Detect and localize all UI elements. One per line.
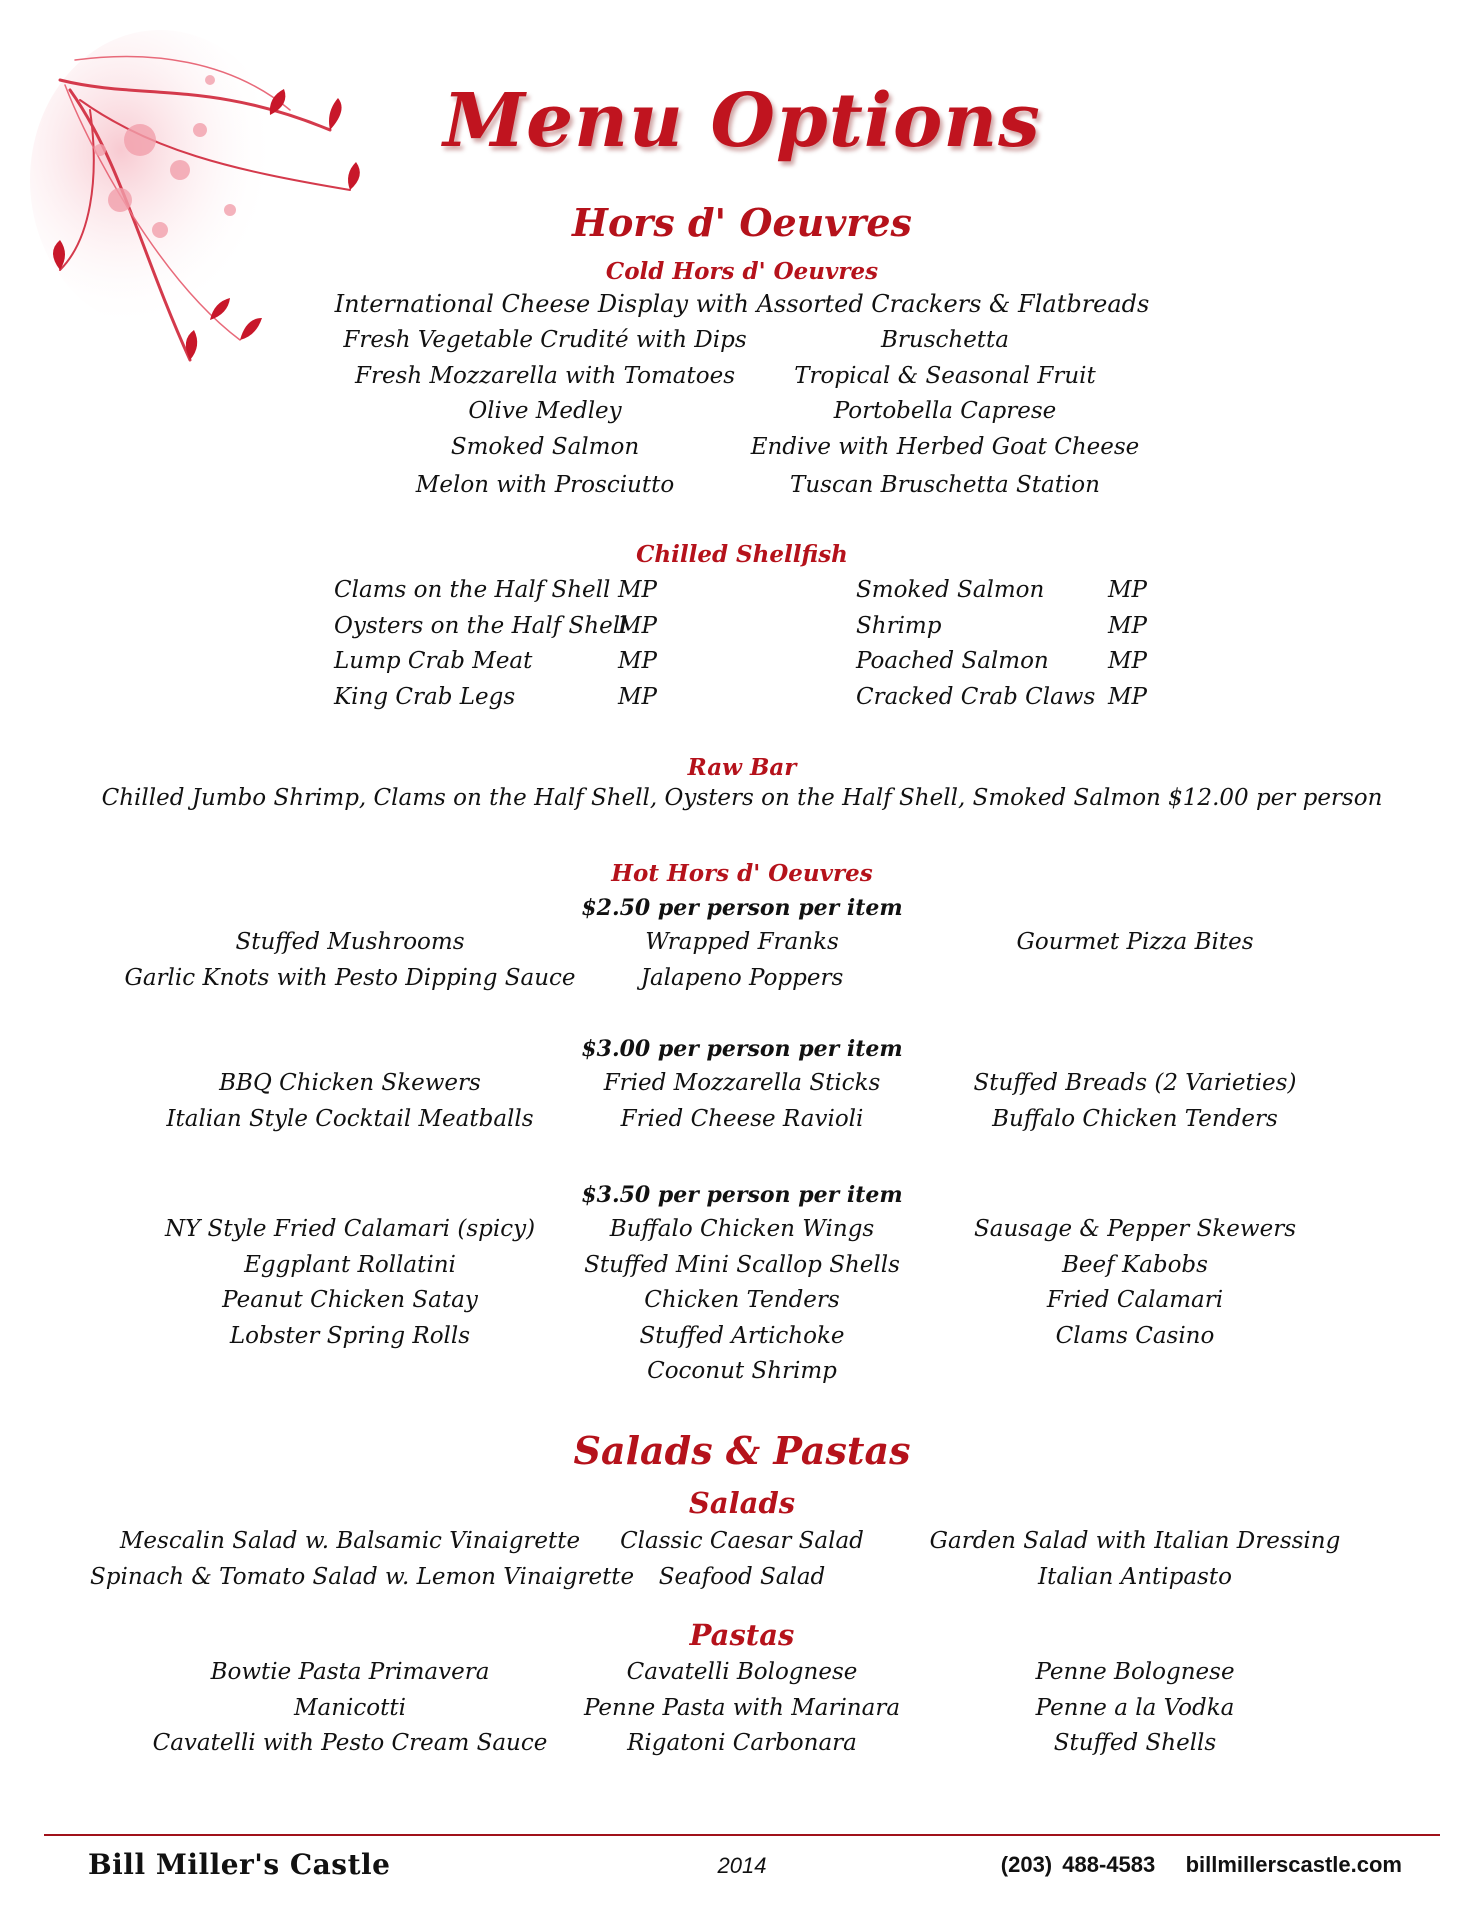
cold-list-left	[335, 323, 755, 504]
list-item: Spinach & Tomato Salad w. Lemon Vinaigrette	[90, 1563, 635, 1590]
list-item: Gourmet Pizza Bites	[1016, 929, 1254, 955]
list-item: Melon with Prosciutto	[415, 472, 675, 498]
list-item: Fried Cheese Ravioli	[620, 1105, 864, 1132]
list-item: Stuffed Artichoke	[639, 1322, 845, 1349]
price-label: MP	[618, 612, 658, 639]
list-item: Shrimp	[856, 612, 942, 639]
shellfish-names-right	[856, 573, 1116, 715]
subheading-salads: Salads	[688, 1486, 796, 1520]
list-item: Cracked Crab Claws	[856, 683, 1096, 710]
list-item: Buffalo Chicken Tenders	[992, 1105, 1278, 1132]
list-item: Lobster Spring Rolls	[229, 1322, 471, 1349]
list-item: Classic Caesar Salad	[620, 1528, 864, 1554]
price-label: MP	[1108, 612, 1148, 639]
hot-tier1-col1	[110, 925, 590, 996]
list-item: Stuffed Breads (2 Varieties)	[973, 1070, 1297, 1096]
subheading-hot-hors-doeuvres: Hot Hors d' Oeuvres	[611, 860, 873, 887]
list-item: Oysters on the Half Shell	[334, 612, 628, 639]
list-item: Clams on the Half Shell	[334, 577, 611, 603]
footer-divider	[44, 1834, 1440, 1836]
list-item: Jalapeno Poppers	[640, 964, 844, 991]
footer-website-link[interactable]: billmillerscastle.com	[1185, 1852, 1402, 1877]
subheading-raw-bar: Raw Bar	[687, 754, 797, 781]
pastas-col2	[542, 1655, 942, 1762]
list-item: Stuffed Shells	[1053, 1730, 1217, 1756]
tier-price-label: $3.00 per person per item	[581, 1036, 903, 1062]
list-item: Penne Pasta with Marinara	[583, 1694, 901, 1721]
list-item: Smoked Salmon	[450, 433, 640, 460]
list-item: Portobella Caprese	[833, 398, 1057, 424]
list-item: Penne a la Vodka	[1035, 1694, 1235, 1721]
pastas-col3	[935, 1655, 1335, 1762]
pastas-col1	[110, 1655, 590, 1762]
subheading-pastas: Pastas	[689, 1618, 795, 1652]
list-item: Rigatoni Carbonara	[627, 1730, 857, 1756]
hot-tier1-col3	[935, 925, 1335, 961]
list-item: Eggplant Rollatini	[244, 1251, 456, 1278]
list-item: Garden Salad with Italian Dressing	[929, 1528, 1341, 1554]
footer-contact	[1001, 1852, 1402, 1878]
footer-year: 2014	[717, 1853, 767, 1878]
tier-price-label: $2.50 per person per item	[581, 895, 903, 921]
list-item: Smoked Salmon	[856, 577, 1045, 603]
hot-tier3-col3	[935, 1212, 1335, 1354]
list-item: Cavatelli with Pesto Cream Sauce	[152, 1730, 548, 1756]
hot-tier2-col3	[935, 1066, 1335, 1137]
list-item: King Crab Legs	[334, 683, 516, 710]
shellfish-prices-right	[1108, 573, 1168, 715]
list-item: Italian Style Cocktail Meatballs	[166, 1105, 534, 1132]
footer-venue-name: Bill Miller's Castle	[88, 1848, 391, 1881]
list-item: Clams Casino	[1055, 1322, 1215, 1349]
list-item: Cavatelli Bolognese	[626, 1659, 858, 1685]
list-item: Manicotti	[293, 1694, 406, 1721]
hot-tier3-col2	[542, 1212, 942, 1390]
list-item: Olive Medley	[468, 398, 622, 424]
price-label: MP	[1108, 577, 1148, 603]
hot-tier3-col1	[110, 1212, 590, 1354]
list-item: Bruschetta	[880, 327, 1010, 353]
page-title: Menu Options	[443, 78, 1041, 164]
hot-tier2-col1	[110, 1066, 590, 1137]
list-item: Bowtie Pasta Primavera	[210, 1659, 490, 1685]
list-item: Mescalin Salad w. Balsamic Vinaigrette	[119, 1528, 581, 1554]
featured-item-cheese-display: International Cheese Display with Assorted Crackers & Flatbreads	[334, 290, 1150, 318]
salads-col3	[915, 1524, 1355, 1595]
list-item: NY Style Fried Calamari (spicy)	[164, 1216, 536, 1242]
list-item: Italian Antipasto	[1038, 1563, 1232, 1590]
list-item: Buffalo Chicken Wings	[609, 1216, 875, 1242]
tier-price-label: $3.50 per person per item	[581, 1182, 903, 1208]
list-item: Endive with Herbed Goat Cheese	[750, 433, 1140, 460]
hot-tier1-col2	[542, 925, 942, 996]
list-item: Wrapped Franks	[645, 929, 839, 955]
list-item: Fried Calamari	[1046, 1287, 1224, 1313]
list-item: Coconut Shrimp	[647, 1358, 837, 1384]
hot-tier2-col2	[542, 1066, 942, 1137]
list-item: BBQ Chicken Skewers	[219, 1070, 481, 1096]
list-item: Stuffed Mushrooms	[235, 929, 465, 955]
list-item: Garlic Knots with Pesto Dipping Sauce	[124, 964, 576, 991]
price-label: MP	[1108, 648, 1148, 674]
subheading-chilled-shellfish: Chilled Shellfish	[636, 541, 848, 568]
footer-phone: (203) 488-4583	[1000, 1852, 1156, 1877]
list-item: Fresh Vegetable Crudité with Dips	[343, 327, 747, 353]
list-item: Lump Crab Meat	[334, 648, 533, 674]
price-label: MP	[1108, 683, 1148, 710]
price-label: MP	[618, 577, 658, 603]
list-item: Poached Salmon	[856, 648, 1049, 674]
section-heading-hors-doeuvres: Hors d' Oeuvres	[572, 200, 912, 245]
list-item: Seafood Salad	[658, 1563, 826, 1590]
list-item: Fresh Mozzarella with Tomatoes	[354, 362, 736, 389]
shellfish-names-left	[334, 573, 628, 715]
list-item: Tropical & Seasonal Fruit	[794, 362, 1096, 389]
price-label: MP	[618, 683, 658, 710]
list-item: Tuscan Bruschetta Station	[790, 472, 1100, 498]
list-item: Peanut Chicken Satay	[222, 1287, 478, 1313]
salads-col2	[542, 1524, 942, 1595]
subheading-cold-hors-doeuvres: Cold Hors d' Oeuvres	[605, 258, 879, 285]
cold-list-right	[735, 323, 1155, 504]
list-item: Chicken Tenders	[644, 1287, 840, 1313]
list-item: Penne Bolognese	[1035, 1659, 1235, 1685]
shellfish-prices-left	[618, 573, 678, 715]
list-item: Stuffed Mini Scallop Shells	[584, 1251, 900, 1278]
list-item: Beef Kabobs	[1062, 1251, 1208, 1278]
list-item: Fried Mozzarella Sticks	[603, 1070, 881, 1096]
section-heading-salads-pastas: Salads & Pastas	[573, 1428, 911, 1473]
price-label: MP	[618, 648, 658, 674]
list-item: Sausage & Pepper Skewers	[973, 1216, 1297, 1242]
raw-bar-description: Chilled Jumbo Shrimp, Clams on the Half Shell, Oysters on the Half Shell, Smoked Salmon $12.00 per person	[101, 785, 1383, 811]
salads-col1	[90, 1524, 635, 1595]
